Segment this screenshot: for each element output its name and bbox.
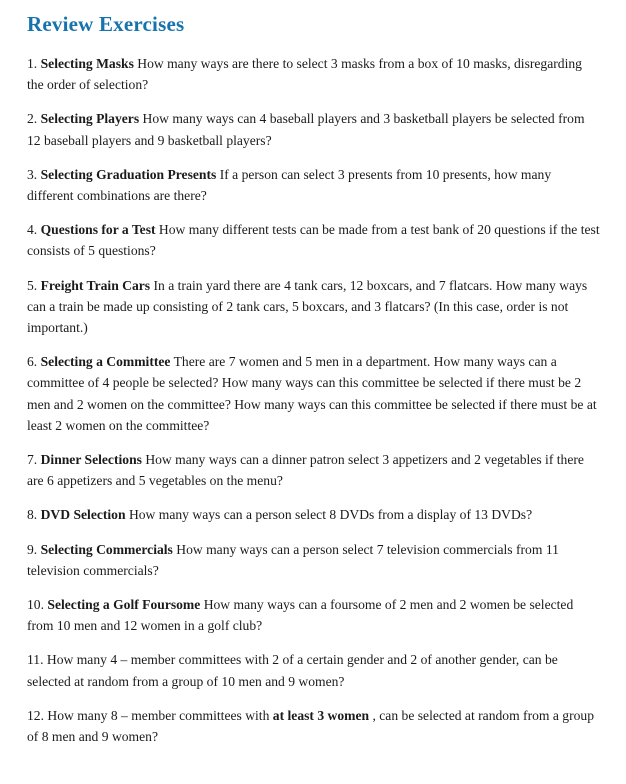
- exercise-bold-label: Selecting Masks: [40, 56, 134, 71]
- exercise-list: [27, 53, 600, 747]
- exercise-item-9: [27, 539, 600, 581]
- exercise-text: 3.: [27, 166, 41, 182]
- exercise-text: How many ways can a person select 7 television commercials from 11 television commercials?: [27, 541, 559, 578]
- exercise-text: In a train yard there are 4 tank cars, 12 boxcars, and 7 flatcars. How many ways can a train be made up consisting of 2 tank cars, 5 boxcars, and 3 flatcars? (In this case, order is not important.): [27, 277, 588, 336]
- exercise-text: 8.: [27, 507, 41, 523]
- exercise-item-5: [27, 275, 600, 339]
- exercise-bold-label: Freight Train Cars: [40, 277, 151, 293]
- exercise-text: 6.: [27, 354, 41, 370]
- exercise-text: 2.: [27, 111, 41, 127]
- exercise-text: There are 7 women and 5 men in a department. How many ways can a committee of 4 people be selected? How many ways can this committee be selected if there must be 2 men and 2 women on the committee? How many ways can this committee be selected if there must be at least 2 women on the committee?: [27, 354, 597, 433]
- exercise-bold-label: Selecting Players: [40, 111, 140, 127]
- exercise-text: 11. How many 4 – member committees with 2 of a certain gender and 2 of another gender, can be selected at random from a group of 10 men and 9 women?: [27, 652, 558, 689]
- exercise-text: , can be selected at random from a group of 8 men and 9 women?: [27, 707, 595, 745]
- exercise-item-1: [27, 53, 600, 95]
- exercise-item-6: [27, 351, 600, 436]
- exercise-bold-label: Dinner Selections: [40, 452, 142, 468]
- exercise-text: 12. How many 8 – member committees with: [27, 707, 273, 723]
- exercise-bold-label: Selecting a Golf Foursome: [47, 597, 201, 613]
- exercise-text: How many ways can a dinner patron select 3 appetizers and 2 vegetables if there are 6 appetizers and 5 vegetables on the menu?: [27, 452, 584, 489]
- exercise-text: 4.: [27, 222, 41, 238]
- exercise-text: 9.: [27, 541, 41, 557]
- exercise-bold-label: Questions for a Test: [40, 222, 156, 238]
- exercise-text: How many ways can 4 baseball players and 3 basketball players be selected from 12 baseball players and 9 basketball players?: [27, 111, 585, 148]
- exercise-item-11: [27, 649, 600, 691]
- exercise-item-12: [27, 705, 600, 747]
- exercise-item-10: [27, 594, 600, 636]
- exercise-bold-label: DVD Selection: [40, 507, 126, 523]
- exercise-bold-label: Selecting Graduation Presents: [40, 166, 217, 182]
- exercise-text: 7.: [27, 452, 41, 468]
- exercise-item-3: [27, 164, 600, 206]
- exercise-item-7: [27, 449, 600, 491]
- exercise-text: How many different tests can be made from a test bank of 20 questions if the test consists of 5 questions?: [27, 222, 600, 259]
- page-title: Review Exercises: [27, 12, 185, 36]
- exercise-text: 10.: [27, 597, 48, 613]
- exercise-item-4: [27, 219, 600, 261]
- exercise-item-2: [27, 108, 600, 150]
- exercise-text: How many ways are there to select 3 masks from a box of 10 masks, disregarding the order of selection?: [27, 56, 582, 93]
- exercise-text: 1.: [27, 56, 41, 71]
- exercise-bold-label: at least 3 women: [272, 707, 370, 723]
- exercise-text: 5.: [27, 277, 41, 293]
- exercise-text: How many ways can a foursome of 2 men and 2 women be selected from 10 men and 12 women in a golf club?: [27, 597, 574, 634]
- exercise-text: How many ways can a person select 8 DVDs from a display of 13 DVDs?: [125, 507, 533, 523]
- exercise-text: If a person can select 3 presents from 10 presents, how many different combinations are there?: [27, 166, 552, 204]
- exercise-bold-label: Selecting a Committee: [40, 354, 171, 370]
- exercise-item-8: [27, 504, 600, 525]
- exercise-bold-label: Selecting Commercials: [40, 541, 173, 557]
